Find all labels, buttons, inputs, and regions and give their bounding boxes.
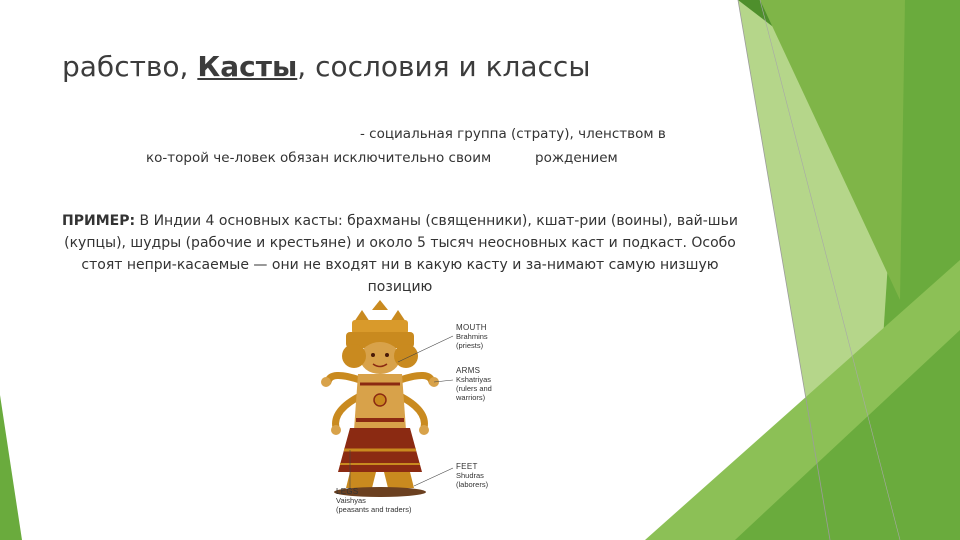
example-paragraph: [55, 210, 745, 298]
title-suffix: , сословия и классы: [297, 50, 591, 83]
title-keyword: Касты: [197, 50, 298, 83]
label-feet-title: FEET: [456, 462, 478, 471]
example-label: ПРИМЕР:: [62, 213, 136, 229]
definition-line-1: - социальная группа (страту), членством в: [360, 126, 666, 142]
definition-line-2: ко-торой че-ловек обязан исключительно своим: [146, 150, 492, 166]
slide-title: [62, 50, 590, 83]
definition-overlap-word: рождением: [535, 150, 618, 166]
title-prefix: рабство,: [62, 50, 198, 83]
label-arms-title: ARMS: [456, 366, 481, 375]
label-legs-title: LEGS: [336, 487, 359, 496]
label-mouth-caste: Brahmins (priests): [456, 332, 488, 350]
label-legs: [336, 487, 411, 514]
torso: [354, 374, 406, 430]
label-mouth: [456, 323, 488, 350]
label-arms: [456, 366, 492, 402]
example-text: В Индии 4 основных касты: брахманы (священники), кшат-рии (воины), вай-шьи (купцы), шудры (рабочие и крестьяне) и около 5 тысяч неосновных каст и подкаст. Особо стоят непри-касаемые — они не входят ни в какую касту и за-нимают самую низшую позицию: [64, 213, 738, 295]
crowns: [346, 300, 414, 348]
label-feet: [456, 462, 488, 489]
left-green-shape: [0, 395, 22, 540]
label-arms-caste: Kshatriyas (rulers and warriors): [456, 375, 492, 402]
label-legs-caste: Vaishyas (peasants and traders): [336, 496, 412, 514]
label-feet-caste: Shudras (laborers): [456, 471, 489, 489]
label-mouth-title: MOUTH: [456, 323, 487, 332]
